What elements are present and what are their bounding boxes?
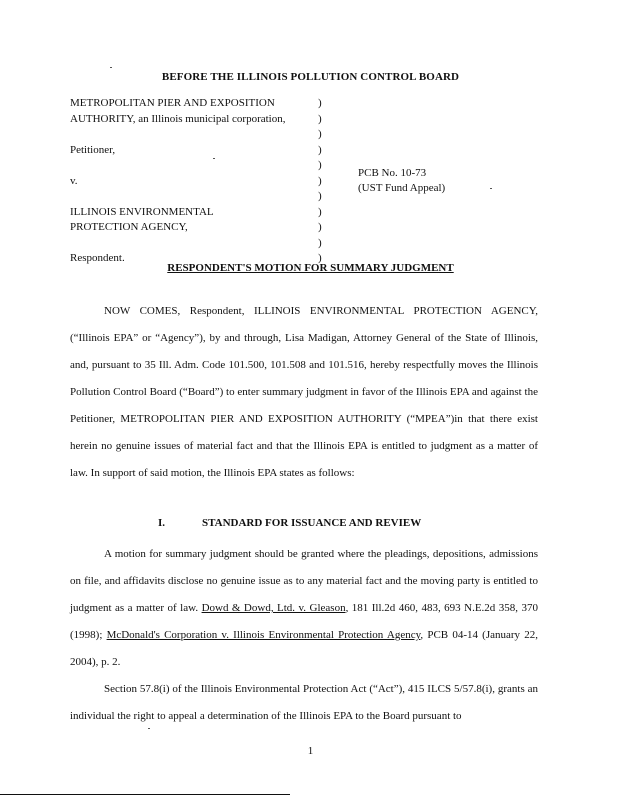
caption-paren: ) bbox=[318, 112, 322, 125]
scan-speck bbox=[148, 728, 150, 729]
caption-line: Respondent. bbox=[70, 252, 125, 264]
caption-paren: ) bbox=[318, 236, 322, 249]
caption-paren: ) bbox=[318, 205, 322, 218]
caption-line bbox=[70, 158, 285, 174]
caption-paren: ) bbox=[318, 221, 322, 233]
page-number: 1 bbox=[307, 745, 314, 757]
standard-text: , 181 Ill.2d 460, 483, 693 N.E.2d 358, 370 (1998); bbox=[70, 602, 538, 641]
case-type: (UST Fund Appeal) bbox=[358, 182, 446, 194]
caption-line bbox=[70, 189, 285, 205]
caption-line: METROPOLITAN PIER AND EXPOSITION bbox=[70, 97, 275, 109]
section-number: I. bbox=[158, 517, 166, 529]
case-number: PCB No. 10-73 bbox=[358, 167, 427, 179]
caption-parties bbox=[70, 96, 285, 267]
section-57-paragraph: Section 57.8(i) of the Illinois Environmental Protection Act (“Act”), 415 ILCS 5/57.8(i), grants an individual the right to appeal a determination of the Illinois EPA to the Board pursuant to bbox=[70, 683, 538, 722]
caption-paren: ) bbox=[318, 174, 322, 187]
caption-parens bbox=[318, 96, 322, 267]
case-citation: Dowd & Dowd, Ltd. v. Gleason bbox=[201, 602, 346, 614]
caption-line: PROTECTION AGENCY, bbox=[70, 221, 188, 233]
standard-text: , PCB 04-14 (January 22, 2004), p. 2. bbox=[70, 629, 538, 668]
scan-speck bbox=[490, 188, 492, 189]
case-citation: McDonald's Corporation v. Illinois Environmental Protection Agency bbox=[106, 629, 421, 641]
caption-line: ILLINOIS ENVIRONMENTAL bbox=[70, 205, 214, 218]
caption-paren: ) bbox=[318, 128, 322, 140]
caption-paren: ) bbox=[318, 252, 322, 264]
standard-paragraph bbox=[70, 541, 538, 676]
caption-paren: ) bbox=[318, 159, 322, 171]
case-info bbox=[358, 166, 445, 196]
caption-line: Petitioner, bbox=[70, 143, 116, 156]
footer-rule bbox=[0, 794, 290, 795]
section-title: STANDARD FOR ISSUANCE AND REVIEW bbox=[202, 517, 422, 529]
caption-line bbox=[70, 236, 285, 252]
motion-title: RESPONDENT'S MOTION FOR SUMMARY JUDGMENT bbox=[167, 262, 454, 274]
court-title: BEFORE THE ILLINOIS POLLUTION CONTROL BOARD bbox=[161, 71, 460, 83]
caption-paren: ) bbox=[318, 143, 322, 156]
intro-paragraph: NOW COMES, Respondent, ILLINOIS ENVIRONMENTAL PROTECTION AGENCY, (“Illinois EPA” or “Agency”), by and through, Lisa Madigan, Attorney General of the State of Illinois, and, pursuant to 35 Ill. Adm. Code 101.500, 101.508 and 101.516, hereby respectfully moves the Illinois Pollution Control Board (“Board”) to enter summary judgment in favor of the Illinois EPA and against the Petitioner, METROPOLITAN PIER AND EXPOSITION AUTHORITY (“MPEA”)in that there exist herein no genuine issues of material fact and that the Illinois EPA is entitled to judgment as a matter of law. In support of said motion, the Illinois EPA states as follows: bbox=[70, 305, 538, 479]
scan-speck bbox=[213, 158, 215, 159]
caption-paren: ) bbox=[318, 97, 322, 109]
scan-speck bbox=[110, 67, 112, 68]
standard-text: A motion for summary judgment should be granted where the pleadings, depositions, admissions on file, and affidavits disclose no genuine issue as to any material fact and the moving party is entitled to judgment as a matter of law. bbox=[70, 548, 538, 614]
caption-line bbox=[70, 127, 285, 143]
caption-line: AUTHORITY, an Illinois municipal corporation, bbox=[70, 112, 286, 125]
caption-line: v. bbox=[70, 174, 78, 187]
caption-paren: ) bbox=[318, 190, 322, 202]
